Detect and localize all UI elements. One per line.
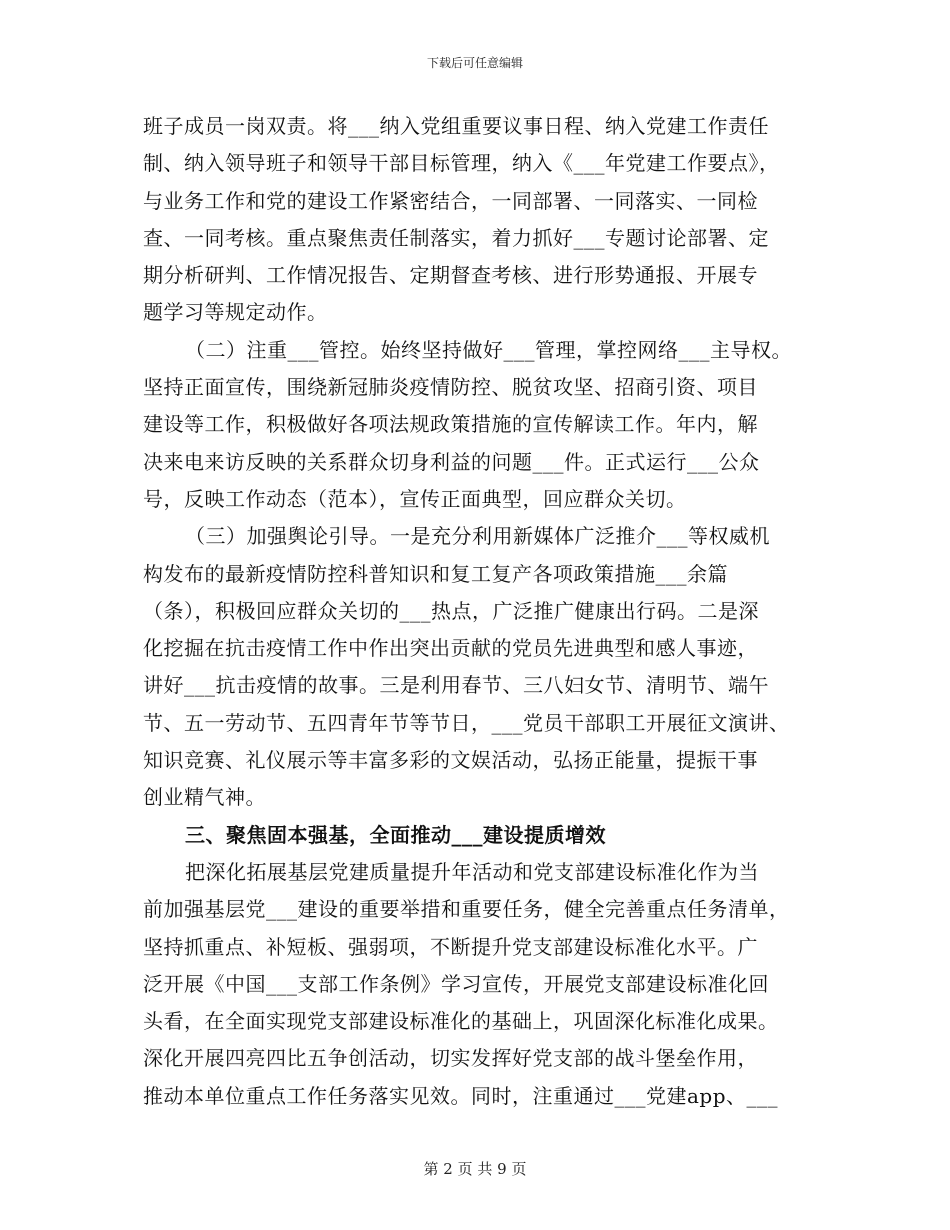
body-line: 化挖掘在抗击疫情工作中作出突出贡献的党员先进典型和感人事迹， — [143, 636, 758, 661]
body-line: 决来电来访反映的关系群众切身利益的问题___件。正式运行___公众 — [143, 449, 760, 474]
body-line: 节、五一劳动节、五四青年节等节日，___党员干部职工开展征文演讲、 — [143, 710, 790, 735]
paragraph-start-line: （二）注重___管控。始终坚持做好___管理，掌控网络___主导权。 — [185, 337, 792, 362]
paragraph-start-line: 把深化拓展基层党建质量提升年活动和党支部建设标准化作为当 — [185, 859, 759, 884]
body-line: 制、纳入领导班子和领导干部目标管理，纳入《___年党建工作要点》， — [143, 151, 780, 176]
body-line: （条），积极回应群众关切的___热点，广泛推广健康出行码。二是深 — [143, 598, 759, 623]
body-line: 深化开展四亮四比五争创活动，切实发挥好党支部的战斗堡垒作用， — [143, 1046, 758, 1071]
body-line: 推动本单位重点工作任务落实见效。同时，注重通过___党建app、___ — [143, 1083, 779, 1108]
body-line: 构发布的最新疫情防控科普知识和复工复产各项政策措施___余篇 — [143, 561, 728, 586]
body-line: 前加强基层党___建设的重要举措和重要任务，健全完善重点任务清单， — [143, 897, 790, 922]
body-line: 班子成员一岗双责。将___纳入党组重要议事日程、纳入党建工作责任 — [143, 114, 769, 138]
body-line: 题学习等规定动作。 — [143, 300, 328, 325]
body-line: 查、一同考核。重点聚焦责任制落实，着力抓好___专题讨论部署、定 — [143, 225, 769, 250]
body-line: 头看，在全面实现党支部建设标准化的基础上，巩固深化标准化成果。 — [143, 1009, 779, 1034]
body-line: 建设等工作，积极做好各项法规政策措施的宣传解读工作。年内，解 — [143, 412, 758, 437]
page-number: 第 2 页 共 9 页 — [423, 1160, 527, 1178]
body-line: 号，反映工作动态（范本），宣传正面典型，回应群众关切。 — [143, 486, 687, 511]
body-line: 期分析研判、工作情况报告、定期督查考核、进行形势通报、开展专 — [143, 263, 758, 288]
body-line: 知识竞赛、礼仪展示等丰富多彩的文娱活动，弘扬正能量，提振干事 — [143, 748, 758, 773]
document-body — [143, 108, 833, 1115]
body-line: 创业精气神。 — [143, 785, 266, 810]
section-heading: 三、聚焦固本强基，全面推动___建设提质增效 — [185, 822, 606, 847]
body-line: 泛开展《中国___支部工作条例》学习宣传，开展党支部建设标准化回 — [143, 971, 769, 996]
paragraph-start-line: （三）加强舆论引导。一是充分利用新媒体广泛推介___等权威机 — [185, 524, 770, 549]
page-header-note: 下载后可任意编辑 — [426, 56, 523, 70]
body-line: 坚持抓重点、补短板、强弱项，不断提升党支部建设标准化水平。广 — [143, 934, 758, 959]
body-line: 坚持正面宣传，围绕新冠肺炎疫情防控、脱贫攻坚、招商引资、项目 — [143, 375, 758, 400]
body-line: 与业务工作和党的建设工作紧密结合，一同部署、一同落实、一同检 — [143, 188, 758, 213]
body-line: 讲好___抗击疫情的故事。三是利用春节、三八妇女节、清明节、端午 — [143, 673, 769, 698]
